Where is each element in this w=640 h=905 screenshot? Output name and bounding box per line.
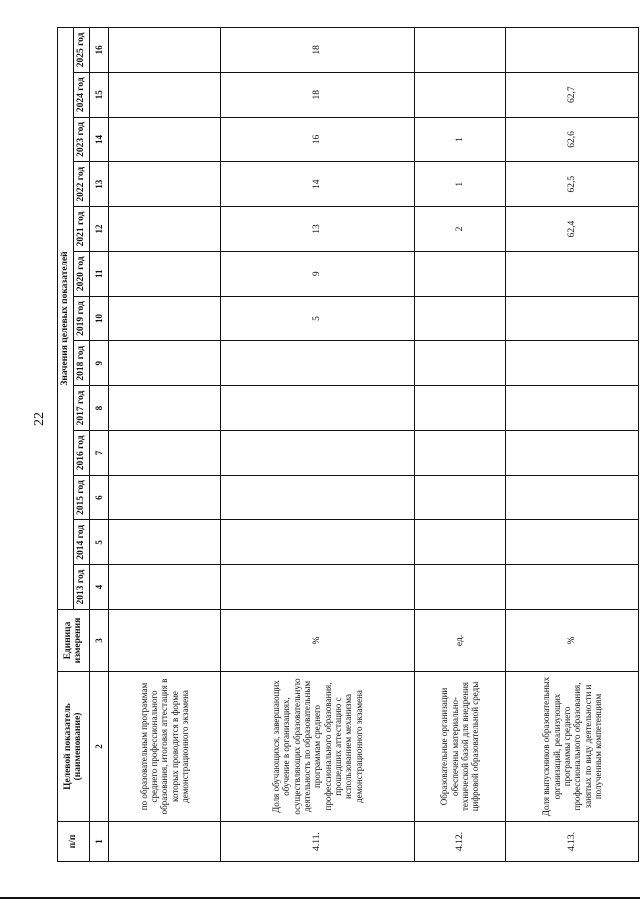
- indicator-value: 62,5: [506, 162, 639, 207]
- indicator-value: [414, 28, 506, 73]
- year-header: 2019 год: [73, 296, 89, 341]
- table-row: [414, 28, 506, 862]
- indicator-value: [414, 251, 506, 296]
- year-header: 2017 год: [73, 386, 89, 431]
- year-header: 2020 год: [73, 251, 89, 296]
- indicator-name: Образовательные организации обеспечены материально-технической базой для внедрения цифровой образовательной среды: [414, 672, 506, 822]
- indicator-value: [108, 386, 220, 431]
- column-index: 6: [89, 475, 108, 520]
- column-index: 7: [89, 430, 108, 475]
- column-index: 15: [89, 72, 108, 117]
- targets-table: [57, 27, 639, 862]
- year-header: 2018 год: [73, 341, 89, 386]
- indicator-value: [108, 430, 220, 475]
- indicator-value: [414, 430, 506, 475]
- indicator-value: 5: [220, 296, 414, 341]
- indicator-value: [220, 475, 414, 520]
- header-num: п/п: [58, 822, 90, 862]
- indicator-value: [220, 520, 414, 565]
- indicator-value: [108, 520, 220, 565]
- year-header: 2021 год: [73, 207, 89, 252]
- indicator-value: [414, 296, 506, 341]
- year-header: 2015 год: [73, 475, 89, 520]
- indicator-value: [108, 251, 220, 296]
- header-name: Целевой показатель (наименование): [58, 672, 90, 822]
- indicator-name: Доля выпускников образовательных организаций, реализующих программы среднего профессионального образования, занятых по виду деятельности и полученным компетенциям: [506, 672, 639, 822]
- indicator-name: по образовательным программам среднего профессионального образования, итоговая аттестация в которых проводится в форме демонстрационного экзамена: [108, 672, 220, 822]
- table-row: [506, 28, 639, 862]
- indicator-value: [108, 207, 220, 252]
- indicator-value: 14: [220, 162, 414, 207]
- indicator-value: [108, 565, 220, 610]
- column-index: 14: [89, 117, 108, 162]
- indicator-value: [414, 72, 506, 117]
- indicator-value: [108, 117, 220, 162]
- indicator-value: 1: [414, 117, 506, 162]
- year-header: 2025 год: [73, 28, 89, 73]
- column-index: 5: [89, 520, 108, 565]
- table-body: [108, 28, 638, 862]
- column-index: 10: [89, 296, 108, 341]
- indicator-value: [506, 386, 639, 431]
- indicator-value: 62,6: [506, 117, 639, 162]
- rotated-table-container: [57, 27, 639, 862]
- indicator-name: Доля обучающихся, завершающих обучение в организациях, осуществляющих образовательную деятельность по образовательным программам среднего профессионального образования, прошедших аттестацию с использованием механизма демонстрационного экзамена: [220, 672, 414, 822]
- year-header: 2013 год: [73, 565, 89, 610]
- indicator-value: [506, 565, 639, 610]
- indicator-value: [220, 386, 414, 431]
- indicator-value: [506, 520, 639, 565]
- indicator-value: 13: [220, 207, 414, 252]
- indicator-unit: [108, 610, 220, 672]
- column-index: 8: [89, 386, 108, 431]
- indicator-unit: ед.: [414, 610, 506, 672]
- column-index: 11: [89, 251, 108, 296]
- table-row: [220, 28, 414, 862]
- indicator-value: [108, 341, 220, 386]
- header-unit: Единица измерения: [58, 610, 90, 672]
- row-number: [108, 822, 220, 862]
- year-header: 2023 год: [73, 117, 89, 162]
- indicator-value: 1: [414, 162, 506, 207]
- indicator-value: [108, 28, 220, 73]
- indicator-value: [220, 341, 414, 386]
- indicator-value: [414, 565, 506, 610]
- indicator-value: [220, 565, 414, 610]
- bottom-rule: [0, 897, 640, 899]
- indicator-value: [414, 520, 506, 565]
- indicator-value: [506, 430, 639, 475]
- year-header: 2016 год: [73, 430, 89, 475]
- indicator-value: [414, 475, 506, 520]
- column-index: 2: [89, 672, 108, 822]
- indicator-value: 16: [220, 117, 414, 162]
- indicator-value: [220, 430, 414, 475]
- column-index: 12: [89, 207, 108, 252]
- column-index: 13: [89, 162, 108, 207]
- year-header: 2022 год: [73, 162, 89, 207]
- row-number: 4.12.: [414, 822, 506, 862]
- indicator-value: [108, 72, 220, 117]
- indicator-value: [506, 251, 639, 296]
- indicator-value: [108, 475, 220, 520]
- indicator-value: 18: [220, 72, 414, 117]
- page-number: 22: [32, 412, 47, 426]
- indicator-value: [108, 162, 220, 207]
- indicator-value: [506, 341, 639, 386]
- indicator-value: 62,4: [506, 207, 639, 252]
- year-header: 2014 год: [73, 520, 89, 565]
- indicator-value: 9: [220, 251, 414, 296]
- header-values-group: Значения целевых показателей: [58, 28, 74, 610]
- indicator-value: [414, 386, 506, 431]
- year-header: 2024 год: [73, 72, 89, 117]
- indicator-value: [506, 475, 639, 520]
- indicator-value: 62,7: [506, 72, 639, 117]
- column-index: 1: [89, 822, 108, 862]
- row-number: 4.11.: [220, 822, 414, 862]
- indicator-unit: %: [506, 610, 639, 672]
- column-index: 9: [89, 341, 108, 386]
- indicator-unit: %: [220, 610, 414, 672]
- indicator-value: 18: [220, 28, 414, 73]
- indicator-value: [108, 296, 220, 341]
- column-index: 16: [89, 28, 108, 73]
- indicator-value: [506, 28, 639, 73]
- index-row: [89, 28, 108, 862]
- indicator-value: 2: [414, 207, 506, 252]
- column-index: 4: [89, 565, 108, 610]
- column-index: 3: [89, 610, 108, 672]
- table-row: [108, 28, 220, 862]
- indicator-value: [506, 296, 639, 341]
- indicator-value: [414, 341, 506, 386]
- row-number: 4.13.: [506, 822, 639, 862]
